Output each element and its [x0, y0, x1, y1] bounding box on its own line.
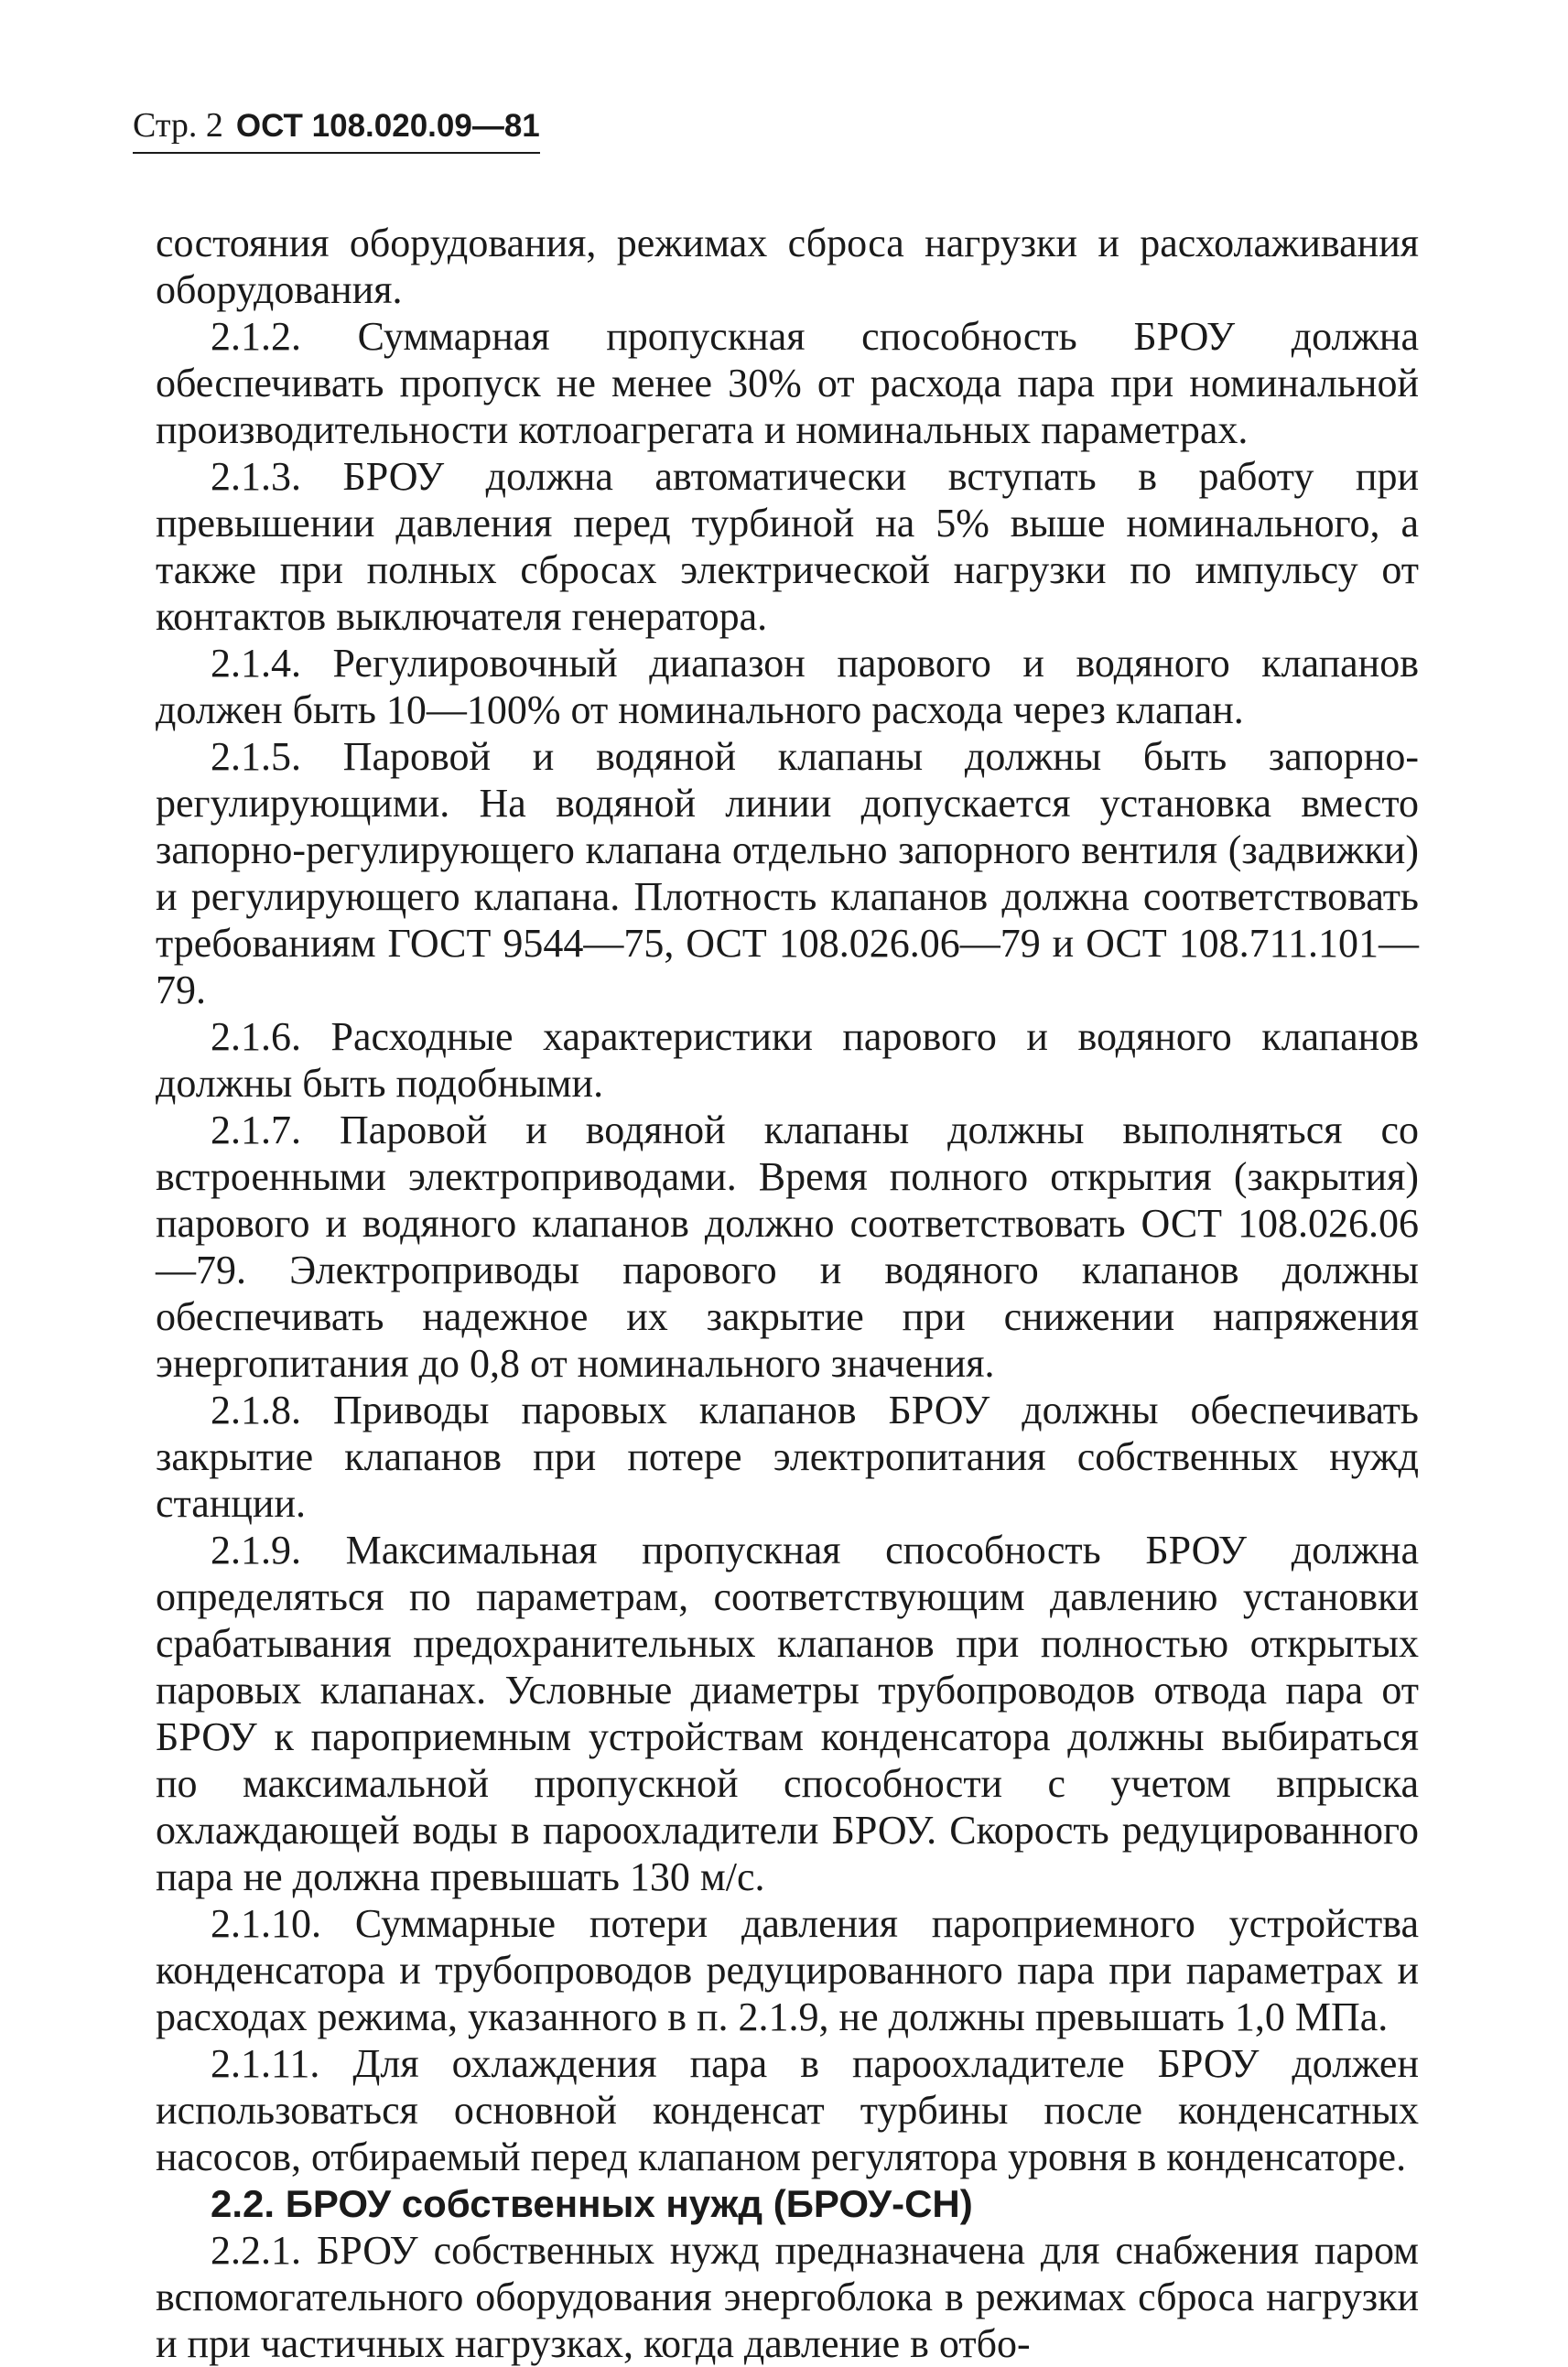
paragraph-2-1-9: 2.1.9. Максимальная пропускная способность БРОУ должна определяться по параметрам, соответствующим давлению установки срабатывания предохранительных клапанов при полностью открытых паровых клапанах. Условные диаметры трубопроводов отвода пара от БРОУ к пароприемным устройствам конденсатора должны выбираться по максимальной пропускной способности с учетом впрыска охлаждающей воды в пароохладители БРОУ. Скорость редуцированного пара не должна превышать 130 м/с.: [156, 1528, 1419, 1899]
page-header: [133, 108, 540, 154]
paragraph-2-1-2: 2.1.2. Суммарная пропускная способность БРОУ должна обеспечивать пропуск не менее 30% от расхода пара при номинальной производительности котлоагрегата и номинальных параметрах.: [156, 314, 1419, 452]
paragraph-2-1-10: 2.1.10. Суммарные потери давления пароприемного устройства конденсатора и трубопроводов редуцированного пара при параметрах и расходах режима, указанного в п. 2.1.9, не должны превышать 1,0 МПа.: [156, 1901, 1419, 2039]
paragraph-2-1-7: 2.1.7. Паровой и водяной клапаны должны выполняться со встроенными электроприводами. Время полного открытия (закрытия) парового и водяного клапанов должно соответствовать ОСТ 108.026.06—79. Электроприводы парового и водяного клапанов должны обеспечивать надежное их закрытие при снижении напряжения энергопитания до 0,8 от номинального значения.: [156, 1108, 1419, 1386]
paragraph-2-1-3: 2.1.3. БРОУ должна автоматически вступать в работу при превышении давления перед турбиной на 5% выше номинального, а также при полных сбросах электрической нагрузки по импульсу от контактов выключателя генератора.: [156, 454, 1419, 639]
paragraph-2-1-8: 2.1.8. Приводы паровых клапанов БРОУ должны обеспечивать закрытие клапанов при потере электропитания собственных нужд станции.: [156, 1388, 1419, 1526]
paragraph-2-1-6: 2.1.6. Расходные характеристики парового и водяного клапанов должны быть подобными.: [156, 1014, 1419, 1106]
page-number-label: Стр. 2: [133, 106, 223, 145]
paragraph-2-1-5: 2.1.5. Паровой и водяной клапаны должны быть запорно-регулирующими. На водяной линии допускается установка вместо запорно-регулирующего клапана отдельно запорного вентиля (задвижки) и регулирующего клапана. Плотность клапанов должна соответствовать требованиям ГОСТ 9544—75, ОСТ 108.026.06—79 и ОСТ 108.711.101—79.: [156, 734, 1419, 1012]
document-body: [156, 220, 1419, 2367]
standard-code: ОСТ 108.020.09—81: [235, 108, 540, 144]
paragraph-2-1-4: 2.1.4. Регулировочный диапазон парового и водяного клапанов должен быть 10—100% от номинального расхода через клапан.: [156, 641, 1419, 732]
paragraph-2-2-1: 2.2.1. БРОУ собственных нужд предназначена для снабжения паром вспомогательного оборудования энергоблока в режимах сброса нагрузки и при частичных нагрузках, когда давление в отбо-: [156, 2228, 1419, 2366]
paragraph-2-1-11: 2.1.11. Для охлаждения пара в пароохладителе БРОУ должен использоваться основной конденсат турбины после конденсатных насосов, отбираемый перед клапаном регулятора уровня в конденсаторе.: [156, 2041, 1419, 2179]
section-heading-2-2: 2.2. БРОУ собственных нужд (БРОУ-СН): [211, 2182, 973, 2225]
continuation-paragraph: состояния оборудования, режимах сброса нагрузки и расхолаживания оборудования.: [156, 221, 1419, 312]
